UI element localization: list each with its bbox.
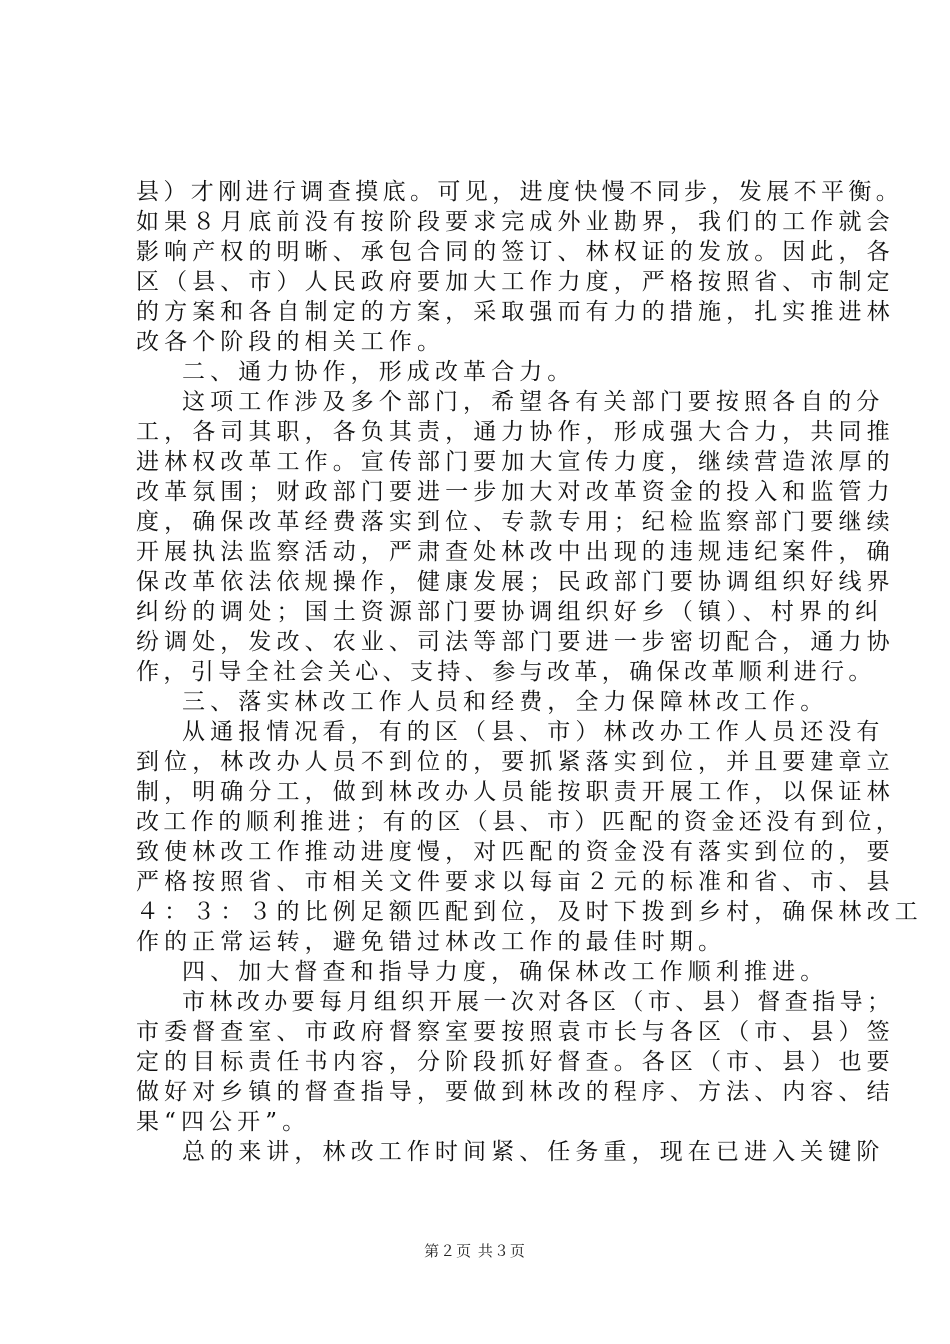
text-line: 改各个阶段的相关工作。 <box>136 329 446 355</box>
text-line: 这项工作涉及多个部门，希望各有关部门要按照各自的分 <box>182 389 885 415</box>
text-line: ４：３：３的比例足额匹配到位，及时下拨到乡村，确保林改工 <box>136 899 923 925</box>
text-line: 定的目标责任书内容，分阶段抓好督查。各区（市、县）也要 <box>136 1049 895 1075</box>
text-line: 进林权改革工作。宣传部门要加大宣传力度，继续营造浓厚的 <box>136 449 895 475</box>
text-line: 如果８月底前没有按阶段要求完成外业勘界，我们的工作就会 <box>136 209 895 235</box>
text-line: 区（县、市）人民政府要加大工作力度，严格按照省、市制定 <box>136 269 895 295</box>
text-line: 的方案和各自制定的方案，采取强而有力的措施，扎实推进林 <box>136 299 895 325</box>
text-line: 作，引导全社会关心、支持、参与改革，确保改革顺利进行。 <box>136 659 876 685</box>
text-line: 改革氛围；财政部门要进一步加大对改革资金的投入和监管力 <box>136 479 895 505</box>
section-heading: 三、落实林改工作人员和经费，全力保障林改工作。 <box>182 689 829 715</box>
text-line: 到位，林改办人员不到位的，要抓紧落实到位，并且要建章立 <box>136 749 895 775</box>
section-heading: 二、通力协作，形成改革合力。 <box>182 359 576 385</box>
text-line: 工，各司其职，各负其责，通力协作，形成强大合力，共同推 <box>136 419 895 445</box>
text-line: 县）才刚进行调查摸底。可见，进度快慢不同步，发展不平衡。 <box>136 179 904 205</box>
text-line: 果“四公开”。 <box>136 1109 311 1135</box>
text-line: 纷调处，发改、农业、司法等部门要进一步密切配合，通力协 <box>136 629 895 655</box>
text-line: 作的正常运转，避免错过林改工作的最佳时期。 <box>136 929 727 955</box>
text-line: 度，确保改革经费落实到位、专款专用；纪检监察部门要继续 <box>136 509 895 535</box>
text-line: 致使林改工作推动进度慢，对匹配的资金没有落实到位的，要 <box>136 839 895 865</box>
text-line: 开展执法监察活动，严肃查处林改中出现的违规违纪案件，确 <box>136 539 895 565</box>
text-line: 总的来讲，林改工作时间紧、任务重，现在已进入关键阶 <box>182 1139 885 1165</box>
text-line: 严格按照省、市相关文件要求以每亩２元的标准和省、市、县 <box>136 869 895 895</box>
text-line: 做好对乡镇的督查指导，要做到林改的程序、方法、内容、结 <box>136 1079 895 1105</box>
text-line: 市委督查室、市政府督察室要按照袁市长与各区（市、县）签 <box>136 1019 895 1045</box>
section-heading: 四、加大督查和指导力度，确保林改工作顺利推进。 <box>182 959 829 985</box>
text-line: 改工作的顺利推进；有的区（县、市）匹配的资金还没有到位， <box>136 809 904 835</box>
text-line: 纠纷的调处；国土资源部门要协调组织好乡（镇）、村界的纠 <box>136 599 884 625</box>
text-line: 市林改办要每月组织开展一次对各区（市、县）督查指导； <box>182 989 895 1015</box>
text-line: 保改革依法依规操作，健康发展；民政部门要协调组织好线界 <box>136 569 895 595</box>
page-footer: 第２页 共３页 <box>424 1242 526 1260</box>
text-line: 影响产权的明晰、承包合同的签订、林权证的发放。因此，各 <box>136 239 895 265</box>
text-line: 从通报情况看，有的区（县、市）林改办工作人员还没有 <box>182 719 885 745</box>
text-line: 制，明确分工，做到林改办人员能按职责开展工作，以保证林 <box>136 779 895 805</box>
